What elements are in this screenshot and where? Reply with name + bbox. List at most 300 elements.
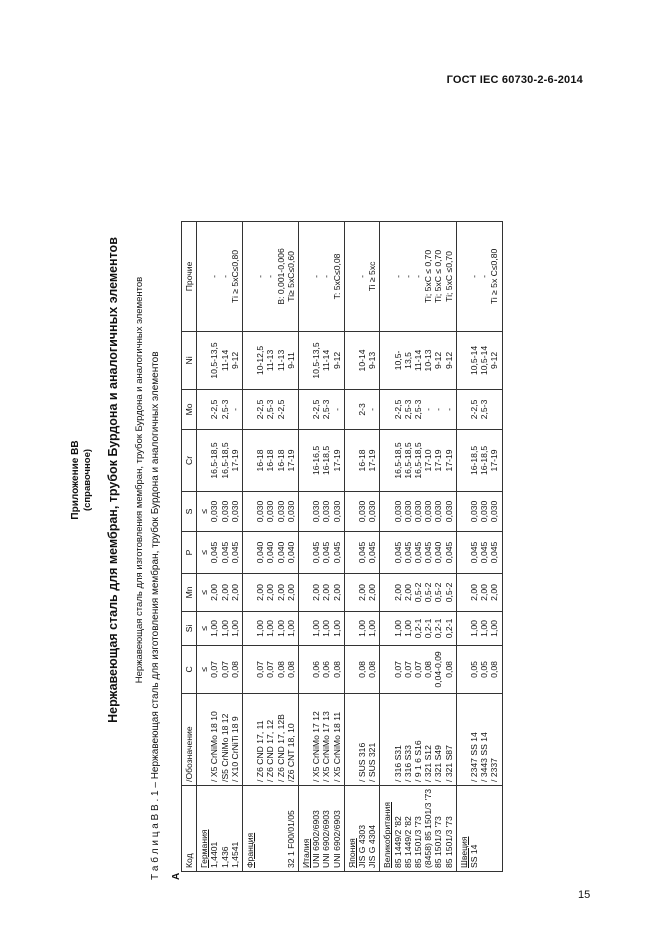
cell-value: 11-14 xyxy=(413,349,424,372)
cell-mo xyxy=(243,389,299,429)
column-header: C xyxy=(182,645,197,693)
cell-value xyxy=(199,393,209,426)
cell-value: 0,030 xyxy=(331,500,342,523)
cell-value: 0,045 xyxy=(331,541,342,564)
designation-value: / Z6 CND 17, 12B xyxy=(275,714,286,782)
cell-value: 10,5-14 xyxy=(479,345,490,376)
cell-value: 10,5-13,5 xyxy=(209,342,220,379)
cell-value: 0,5-2 xyxy=(443,582,454,603)
cell-value: 0,045 xyxy=(402,541,413,564)
country-name: Швеция xyxy=(458,836,469,868)
cell-value: 13,5 xyxy=(402,352,413,369)
cell-value xyxy=(199,225,209,328)
designation-value: / 321 S49 xyxy=(433,745,444,782)
cell-value: - xyxy=(265,275,276,278)
code-value xyxy=(255,789,265,868)
cell-value: B: 0,001-0,006 xyxy=(275,248,286,305)
cell-value: 0,030 xyxy=(433,500,444,523)
designation-value: / Z6 CND 17, 11 xyxy=(255,720,266,782)
designation-value: / X5 CrNiMo 17 12 xyxy=(311,711,322,782)
cell-value: 2,00 xyxy=(367,584,378,601)
cell-value: 0,5-2 xyxy=(423,582,434,603)
cell-value: 0,07 xyxy=(265,661,276,678)
cell-code xyxy=(197,785,243,871)
column-header: Прочие xyxy=(182,221,197,331)
column-header: Si xyxy=(182,611,197,645)
cell-value: 1,00 xyxy=(331,620,342,637)
cell-value: 0,07 xyxy=(209,661,220,678)
cell-value: - xyxy=(413,275,424,278)
cell-value: 9-12 xyxy=(433,351,444,370)
cell-p xyxy=(299,531,345,573)
designation-value: / 2337 xyxy=(489,758,500,782)
table-row xyxy=(344,221,380,871)
cell-value: 0,04-0,09 xyxy=(433,651,444,688)
cell-value: 0,030 xyxy=(209,500,220,523)
cell-value: 2-2,5 xyxy=(392,399,403,420)
table-row xyxy=(299,221,345,871)
cell-s xyxy=(380,491,456,531)
cell-value: 0,030 xyxy=(402,500,413,523)
code-value: UNI 6902/6903 xyxy=(331,810,342,868)
cell-value: 0,08 xyxy=(285,661,296,678)
designation-value: / SUS 316 xyxy=(357,742,368,782)
country-name: Франция xyxy=(245,832,256,868)
cell-value: Ti; 5xC ≤ 0,70 xyxy=(433,249,444,303)
cell-value: 0,06 xyxy=(321,661,332,678)
code-value: 85 1449/2 '82 xyxy=(402,816,413,868)
cell-value: 0,08 xyxy=(331,661,342,678)
cell-value: 10,5-13,5 xyxy=(311,342,322,379)
cell-value: 2,00 xyxy=(311,584,322,601)
cell-value: 17-19 xyxy=(367,449,378,472)
page-number: 15 xyxy=(578,889,591,901)
cell-value: 0,040 xyxy=(285,541,296,564)
cell-value: 0,030 xyxy=(413,500,424,523)
cell-value: 0,05 xyxy=(469,661,480,678)
cell-value: 16-18,5 xyxy=(479,445,490,476)
cell-value: 1,00 xyxy=(285,620,296,637)
cell-value: 0,045 xyxy=(423,541,434,564)
cell-other xyxy=(299,221,345,331)
cell-ni xyxy=(243,331,299,389)
cell-value: - xyxy=(402,275,413,278)
code-value: JIS G 4304 xyxy=(367,825,378,868)
cell-value: 9-12 xyxy=(443,351,454,370)
code-value: 85 1501/3 '73 xyxy=(433,816,444,868)
cell-value: 2,00 xyxy=(255,584,266,601)
cell-value: Ti ≥ 5xC≤0,80 xyxy=(229,249,240,303)
cell-value: 2,00 xyxy=(479,584,490,601)
cell-value: 11-13 xyxy=(265,349,276,372)
appendix-note: (справочное) xyxy=(82,448,93,512)
cell-value: 0,045 xyxy=(209,541,220,564)
cell-mo xyxy=(380,389,456,429)
cell-value: 1,00 xyxy=(489,620,500,637)
cell-mo xyxy=(344,389,380,429)
cell-value: 2,5-3 xyxy=(479,399,490,420)
table-body xyxy=(197,221,502,871)
cell-value: ≤ xyxy=(199,626,210,631)
cell-value: 0,030 xyxy=(469,500,480,523)
cell-designation xyxy=(197,693,243,785)
cell-value: 16-18,5 xyxy=(321,445,332,476)
code-value: UNI 6902/6903 xyxy=(311,810,322,868)
designation-value: / 316 S33 xyxy=(402,745,413,782)
cell-value: - xyxy=(443,408,454,411)
cell-value: - xyxy=(392,275,403,278)
cell-si xyxy=(344,611,380,645)
cell-value: T: 5xC≤0,08 xyxy=(331,253,342,300)
cell-code xyxy=(456,785,502,871)
cell-value: 17-19 xyxy=(285,449,296,472)
cell-value: - xyxy=(311,275,322,278)
designation-value: / 321 S12 xyxy=(423,745,434,782)
cell-mn xyxy=(380,573,456,611)
cell-value: 2,00 xyxy=(469,584,480,601)
cell-value: 0,045 xyxy=(413,541,424,564)
cell-value: 0,045 xyxy=(321,541,332,564)
designation-value: / Z6 CND 17, 12 xyxy=(265,719,276,782)
cell-value: 9-12 xyxy=(229,351,240,370)
code-value: 85 1501/3 '73 xyxy=(443,816,454,868)
cell-value: 1,00 xyxy=(229,620,240,637)
cell-value: 1,00 xyxy=(255,620,266,637)
cell-value: 16-18 xyxy=(357,449,368,472)
cell-code xyxy=(299,785,345,871)
cell-value: 0,08 xyxy=(443,661,454,678)
code-value: 85 1501/3 '73 xyxy=(413,816,424,868)
cell-value: 0,030 xyxy=(443,500,454,523)
cell-value: 0,08 xyxy=(489,661,500,678)
cell-value: 17-10 xyxy=(423,449,434,472)
cell-value: 0,07 xyxy=(402,661,413,678)
cell-value: 1,00 xyxy=(392,620,403,637)
cell-value: 10-14 xyxy=(357,349,368,372)
cell-value: 0,08 xyxy=(357,661,368,678)
cell-si xyxy=(243,611,299,645)
cell-cr xyxy=(456,429,502,491)
column-header: Cr xyxy=(182,429,197,491)
cell-cr xyxy=(299,429,345,491)
code-value xyxy=(276,789,286,868)
cell-mo xyxy=(299,389,345,429)
cell-value: 16-18 xyxy=(275,449,286,472)
cell-other xyxy=(197,221,243,331)
cell-value: 0,030 xyxy=(229,500,240,523)
code-value xyxy=(265,789,275,868)
cell-value: 17-19 xyxy=(433,449,444,472)
cell-value: 0,030 xyxy=(479,500,490,523)
cell-value: 0,045 xyxy=(469,541,480,564)
cell-value: 10,5-14 xyxy=(469,345,480,376)
cell-value: 0,2-1 xyxy=(423,618,434,639)
cell-value: 17-19 xyxy=(443,449,454,472)
cell-value: 0,030 xyxy=(357,500,368,523)
country-name: Италия xyxy=(301,838,312,868)
column-header: Код xyxy=(182,785,197,871)
cell-value: 0,040 xyxy=(255,541,266,564)
cell-value: 0,2-1 xyxy=(433,618,444,639)
cell-value xyxy=(286,393,296,426)
designation-value: / 2347 SS 14 xyxy=(469,732,480,782)
cell-mn xyxy=(456,573,502,611)
code-value: JIS G 4303 xyxy=(357,825,368,868)
cell-value: 0,045 xyxy=(443,541,454,564)
cell-value: 1,00 xyxy=(265,620,276,637)
code-value: SS 14 xyxy=(469,844,480,868)
cell-si xyxy=(456,611,502,645)
cell-designation xyxy=(456,693,502,785)
cell-value: 2-2,5 xyxy=(255,399,266,420)
designation-value: / X10 CrNiTi 18 9 xyxy=(229,716,240,782)
cell-code xyxy=(344,785,380,871)
cell-value: 1,00 xyxy=(357,620,368,637)
cell-value: 0,030 xyxy=(265,500,276,523)
cell-value: 11-13 xyxy=(275,349,286,372)
cell-value: 2,5-3 xyxy=(219,399,230,420)
cell-other xyxy=(380,221,456,331)
cell-value: 10-13 xyxy=(423,349,434,372)
cell-value: 10,5- xyxy=(392,350,403,371)
cell-value: - xyxy=(229,408,240,411)
steel-table xyxy=(181,221,503,872)
cell-value: 2-2,5 xyxy=(209,399,220,420)
cell-value: 2-3 xyxy=(357,403,368,416)
designation-value: / 316 S31 xyxy=(392,745,403,782)
cell-value: 11-14 xyxy=(219,349,230,372)
cell-value: - xyxy=(423,408,434,411)
table-caption: Т а б л и ц а В В . 1 – Нержавеющая сталь для изготовления мембран, трубок Бурдона и аналогичных элементов xyxy=(150,351,161,880)
cell-value: 16-18 xyxy=(265,449,276,472)
designation-value: / X5 CrNiMo 17 13 xyxy=(321,711,332,782)
cell-value: 0,040 xyxy=(275,541,286,564)
cell-value: 0,030 xyxy=(255,500,266,523)
cell-value xyxy=(199,433,209,488)
cell-value: 0,030 xyxy=(311,500,322,523)
cell-value: 2,5-3 xyxy=(265,399,276,420)
table-row xyxy=(197,221,243,871)
designation-value: /Z6 CNT 18, 10 xyxy=(285,723,296,782)
code-value: 1,4401 xyxy=(209,841,220,868)
cell-value: 17-19 xyxy=(489,449,500,472)
cell-c xyxy=(299,645,345,693)
cell-value: 2,00 xyxy=(357,584,368,601)
designation-value: / 3443 SS 14 xyxy=(479,732,490,782)
cell-value: 9-13 xyxy=(367,351,378,370)
cell-value: 2,00 xyxy=(331,584,342,601)
cell-value: 1,00 xyxy=(321,620,332,637)
designation-value: /S5 CrNiMo 18 12 xyxy=(219,713,230,782)
cell-value: 1,00 xyxy=(367,620,378,637)
cell-value: 0,5-2 xyxy=(413,582,424,603)
column-header: S xyxy=(182,491,197,531)
cell-cr xyxy=(243,429,299,491)
cell-value: 2,5-3 xyxy=(413,399,424,420)
cell-value: 0,2-1 xyxy=(443,618,454,639)
designation-value: / 321 S87 xyxy=(443,745,454,782)
code-value: UNI 6902/6903 xyxy=(321,810,332,868)
cell-mn xyxy=(197,573,243,611)
cell-value: Ti; 5xC ≤ 0,70 xyxy=(423,249,434,303)
cell-value: 0,040 xyxy=(433,541,444,564)
cell-value: 11-14 xyxy=(321,349,332,372)
code-value: (8458) 85 1501/3 '73 xyxy=(423,788,434,868)
cell-value: 2,00 xyxy=(229,584,240,601)
designation-value: / SUS 321 xyxy=(367,742,378,782)
cell-value: 2,5-3 xyxy=(321,399,332,420)
cell-mn xyxy=(299,573,345,611)
cell-value: - xyxy=(321,275,332,278)
cell-value: 1,00 xyxy=(311,620,322,637)
cell-value: 2-2,5 xyxy=(275,399,286,420)
cell-value: 1,00 xyxy=(479,620,490,637)
cell-value: 0,030 xyxy=(367,500,378,523)
cell-mn xyxy=(344,573,380,611)
cell-designation xyxy=(243,693,299,785)
cell-value: 0,030 xyxy=(275,500,286,523)
cell-si xyxy=(197,611,243,645)
cell-value: 0,07 xyxy=(392,661,403,678)
cell-si xyxy=(299,611,345,645)
designation-value: / X5 CrNiMo 18 10 xyxy=(209,711,220,782)
cell-value: - xyxy=(331,408,342,411)
cell-p xyxy=(243,531,299,573)
cell-value: - xyxy=(219,275,230,278)
cell-value: 10-12,5 xyxy=(255,345,266,376)
cell-designation xyxy=(380,693,456,785)
cell-value: 2-2,5 xyxy=(311,399,322,420)
cell-value: 0,045 xyxy=(392,541,403,564)
designation-value: / 9 1 6 S16 xyxy=(413,740,424,782)
cell-other xyxy=(344,221,380,331)
cell-value: 2,5-3 xyxy=(402,399,413,420)
cell-value: - xyxy=(209,275,220,278)
cell-mo xyxy=(456,389,502,429)
appendix-title: Приложение ВВ xyxy=(70,440,81,520)
cell-value: 1,00 xyxy=(402,620,413,637)
cell-value: 2,00 xyxy=(489,584,500,601)
cell-value: 0,030 xyxy=(392,500,403,523)
cell-value: Ti ≥ 5xc xyxy=(367,261,378,292)
cell-value: Ti≥ 5xC≤0,60 xyxy=(285,251,296,302)
cell-value: 16,5-18,5 xyxy=(219,442,230,479)
column-header: /Обозначение xyxy=(182,693,197,785)
cell-cr xyxy=(197,429,243,491)
cell-cr xyxy=(380,429,456,491)
cell-p xyxy=(344,531,380,573)
cell-value: 0,06 xyxy=(311,661,322,678)
cell-value: 0,2-1 xyxy=(413,618,424,639)
cell-value: 17-19 xyxy=(331,449,342,472)
cell-value: 0,07 xyxy=(219,661,230,678)
column-header: Mn xyxy=(182,573,197,611)
cell-designation xyxy=(299,693,345,785)
cell-value: 1,00 xyxy=(469,620,480,637)
cell-value: - xyxy=(357,275,368,278)
cell-c xyxy=(344,645,380,693)
column-header: Mo xyxy=(182,389,197,429)
cell-value: 0,08 xyxy=(367,661,378,678)
cell-ni xyxy=(197,331,243,389)
cell-c xyxy=(456,645,502,693)
cell-designation xyxy=(344,693,380,785)
cell-value: 0,045 xyxy=(229,541,240,564)
cell-mn xyxy=(243,573,299,611)
cell-value: 2,00 xyxy=(265,584,276,601)
cell-code xyxy=(380,785,456,871)
cell-value: ≤ xyxy=(199,590,210,595)
cell-value: 0,045 xyxy=(479,541,490,564)
cell-value: 16-16,5 xyxy=(311,445,322,476)
cell-p xyxy=(197,531,243,573)
cell-value: 0,030 xyxy=(423,500,434,523)
cell-value: 0,07 xyxy=(255,661,266,678)
cell-s xyxy=(197,491,243,531)
cell-value: 2,00 xyxy=(321,584,332,601)
cell-value: ≤ xyxy=(199,667,210,672)
cell-value: 2-2,5 xyxy=(469,399,480,420)
cell-value: 0,030 xyxy=(219,500,230,523)
cell-value: 0,08 xyxy=(229,661,240,678)
cell-ni xyxy=(456,331,502,389)
cell-value: 9-11 xyxy=(285,352,296,369)
cell-value: 1,00 xyxy=(219,620,230,637)
cell-value: 0,08 xyxy=(275,661,286,678)
cell-value xyxy=(489,393,499,426)
sub-title: Нержавеющая сталь для изготовления мембран, трубок Бурдона и аналогичных элементов xyxy=(134,276,145,684)
cell-value: 16-18,5 xyxy=(469,445,480,476)
table-row xyxy=(380,221,456,871)
cell-ni xyxy=(299,331,345,389)
cell-value: 0,07 xyxy=(413,661,424,678)
cell-value: 0,030 xyxy=(321,500,332,523)
table-row xyxy=(456,221,502,871)
cell-value: 0,040 xyxy=(265,541,276,564)
cell-value: 0,030 xyxy=(489,500,500,523)
cell-value: 0,05 xyxy=(479,661,490,678)
cell-value: 16,5-18,5 xyxy=(209,442,220,479)
cell-value: 1,00 xyxy=(209,620,220,637)
country-name: Япония xyxy=(346,838,357,868)
code-value: 85 1449/2 '82 xyxy=(392,816,403,868)
cell-value: 16,5-18,5 xyxy=(392,442,403,479)
cell-value: 2,00 xyxy=(219,584,230,601)
cell-value: 16,5-18,5 xyxy=(402,442,413,479)
cell-c xyxy=(380,645,456,693)
cell-value: 16,5-18,5 xyxy=(413,442,424,479)
cell-code xyxy=(243,785,299,871)
country-name: Германия xyxy=(199,829,210,868)
cell-mo xyxy=(197,389,243,429)
main-title: Нержавеющая сталь для мембран, трубок Бурдона и аналогичных элементов xyxy=(106,237,120,723)
cell-other xyxy=(243,221,299,331)
code-value: 32 1 F00/01/05 xyxy=(285,810,296,868)
cell-value xyxy=(199,335,209,386)
cell-si xyxy=(380,611,456,645)
column-header: Ni xyxy=(182,331,197,389)
cell-ni xyxy=(380,331,456,389)
cell-value: 0,08 xyxy=(423,661,434,678)
cell-value: - xyxy=(367,408,378,411)
cell-value: 1,00 xyxy=(275,620,286,637)
cell-value: - xyxy=(433,408,444,411)
cell-value: 2,00 xyxy=(275,584,286,601)
cell-cr xyxy=(344,429,380,491)
cell-value: 2,00 xyxy=(209,584,220,601)
cell-ni xyxy=(344,331,380,389)
code-value: 1,4541 xyxy=(229,841,240,868)
